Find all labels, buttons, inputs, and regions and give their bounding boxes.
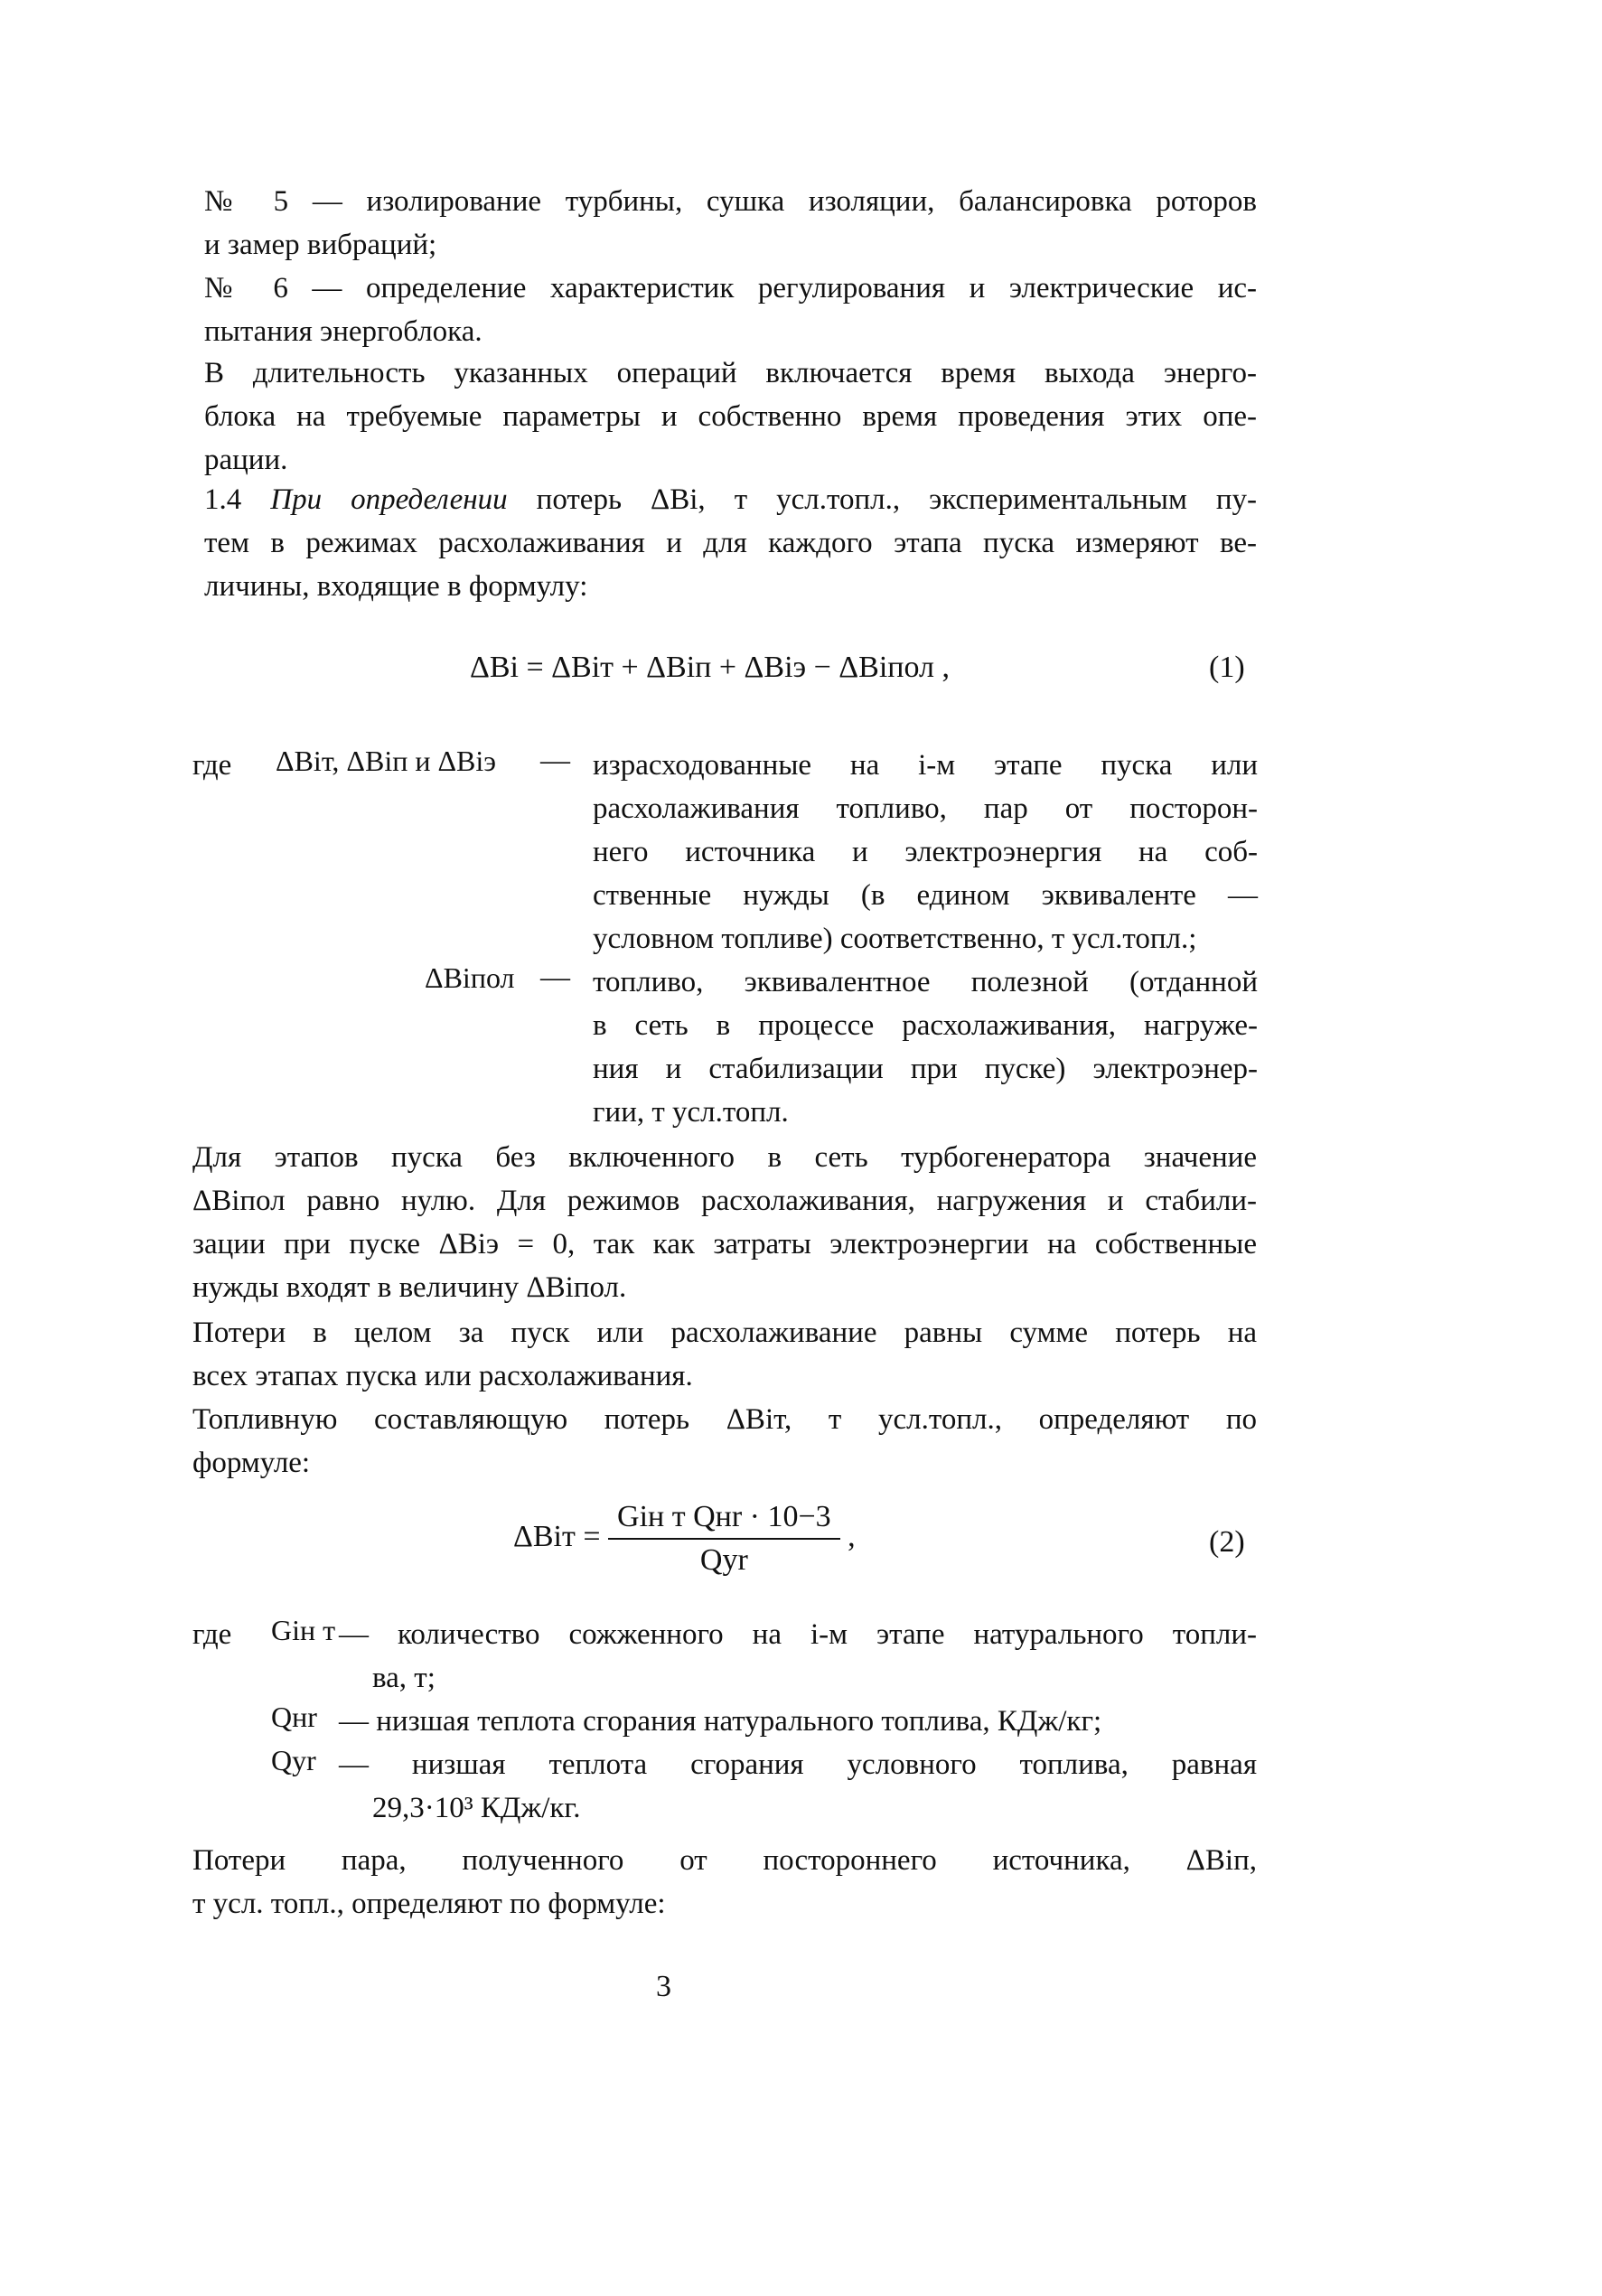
- def1-line3: него источника и электроэнергия на соб-: [593, 836, 1258, 868]
- para6-line1: Потери в целом за пуск или расхолаживание равны сумме потерь на: [192, 1317, 1257, 1349]
- where2-def1-line2: ва, т;: [372, 1662, 436, 1694]
- page-number: 3: [656, 1970, 671, 2003]
- para-duration-line1: В длительность указанных операций включается время выхода энерго-: [204, 357, 1257, 389]
- formula-2-numerator: Giн т Qнr · 10−3: [608, 1500, 840, 1540]
- where2-symbol-qy: Qуr: [271, 1744, 316, 1776]
- para8-line2: т усл. топл., определяют по формуле:: [192, 1888, 666, 1920]
- formula-2-tail: ,: [848, 1519, 856, 1553]
- para5-line1: Для этапов пуска без включенного в сеть турбогенератора значение: [192, 1141, 1257, 1174]
- def2-line1: топливо, эквивалентное полезной (отданной: [593, 966, 1258, 998]
- def2-line3: ния и стабилизации при пуске) электроэнер-: [593, 1053, 1258, 1085]
- where-symbol-pol: ΔBiпол: [425, 961, 515, 994]
- para5-line4: нужды входят в величину ΔBiпол.: [192, 1271, 627, 1304]
- para-1-4-line3: личины, входящие в формулу:: [204, 570, 588, 603]
- formula-2: [513, 1500, 856, 1578]
- where-dash-1: —: [540, 745, 570, 777]
- where2-symbol-qn: Qнr: [271, 1701, 317, 1733]
- para-1-4-line1: [204, 479, 1257, 521]
- para7-line2: формуле:: [192, 1447, 311, 1479]
- para6-line2: всех этапах пуска или расхолаживания.: [192, 1360, 693, 1392]
- where2-def3-line2: 29,3·10³ КДж/кг.: [372, 1792, 581, 1824]
- section-number: 1.4: [204, 483, 242, 516]
- para-duration-line2: блока на требуемые параметры и собственно время проведения этих опе-: [204, 400, 1257, 433]
- formula-2-denominator: Qуr: [699, 1543, 748, 1577]
- list-item-5-line1: № 5 — изолирование турбины, сушка изоляции, балансировка роторов: [204, 185, 1257, 218]
- list-item-6-line2: пытания энергоблока.: [204, 315, 482, 348]
- where-symbols-1: ΔBiт, ΔBiп и ΔBiэ: [276, 745, 496, 777]
- para7-line1: Топливную составляющую потерь ΔBiт, т усл.топл., определяют по: [192, 1403, 1257, 1436]
- list-item-5-line2: и замер вибраций;: [204, 229, 437, 261]
- where2-def1-line1: — количество сожженного на i-м этапе натурального топли-: [339, 1618, 1257, 1651]
- def2-line4: гии, т усл.топл.: [593, 1096, 789, 1129]
- where-label-2: где: [192, 1618, 232, 1651]
- where2-def2: — низшая теплота сгорания натурального топлива, КДж/кг;: [339, 1705, 1102, 1738]
- italic-lead: При определении: [270, 483, 508, 516]
- where2-def3-line1: — низшая теплота сгорания условного топлива, равная: [339, 1748, 1257, 1781]
- def1-line4: ственные нужды (в едином эквиваленте —: [593, 879, 1258, 912]
- def1-line5: условном топливе) соответственно, т усл.топл.;: [593, 923, 1197, 955]
- para8-line1: Потери пара, полученного от постороннего источника, ΔBiп,: [192, 1844, 1257, 1877]
- where2-symbol-g: Giн т: [271, 1614, 336, 1646]
- para-1-4-rest: потерь ΔBi, т усл.топл., экспериментальным пу-: [536, 483, 1258, 516]
- def1-line2: расхолаживания топливо, пар от посторон-: [593, 792, 1258, 825]
- para5-line3: зации при пуске ΔBiэ = 0, так как затраты электроэнергии на собственные: [192, 1228, 1257, 1260]
- where-dash-2: —: [540, 961, 570, 994]
- where-label-1: где: [192, 749, 232, 782]
- def2-line2: в сеть в процессе расхолаживания, нагруже-: [593, 1009, 1258, 1042]
- formula-1: ΔBi = ΔBiт + ΔBiп + ΔBiэ − ΔBiпол ,: [470, 651, 951, 684]
- para5-line2: ΔBiпол равно нулю. Для режимов расхолаживания, нагружения и стабили-: [192, 1185, 1257, 1217]
- formula-2-number: (2): [1209, 1525, 1245, 1559]
- para-1-4-line2: тем в режимах расхолаживания и для каждого этапа пуска измеряют ве-: [204, 527, 1257, 559]
- para-duration-line3: рации.: [204, 444, 288, 476]
- list-item-6-line1: № 6 — определение характеристик регулирования и электрические ис-: [204, 272, 1257, 305]
- formula-2-lhs: ΔBiт =: [513, 1519, 601, 1553]
- formula-2-fraction: [608, 1500, 840, 1578]
- def1-line1: израсходованные на i-м этапе пуска или: [593, 749, 1258, 782]
- formula-1-number: (1): [1209, 651, 1245, 684]
